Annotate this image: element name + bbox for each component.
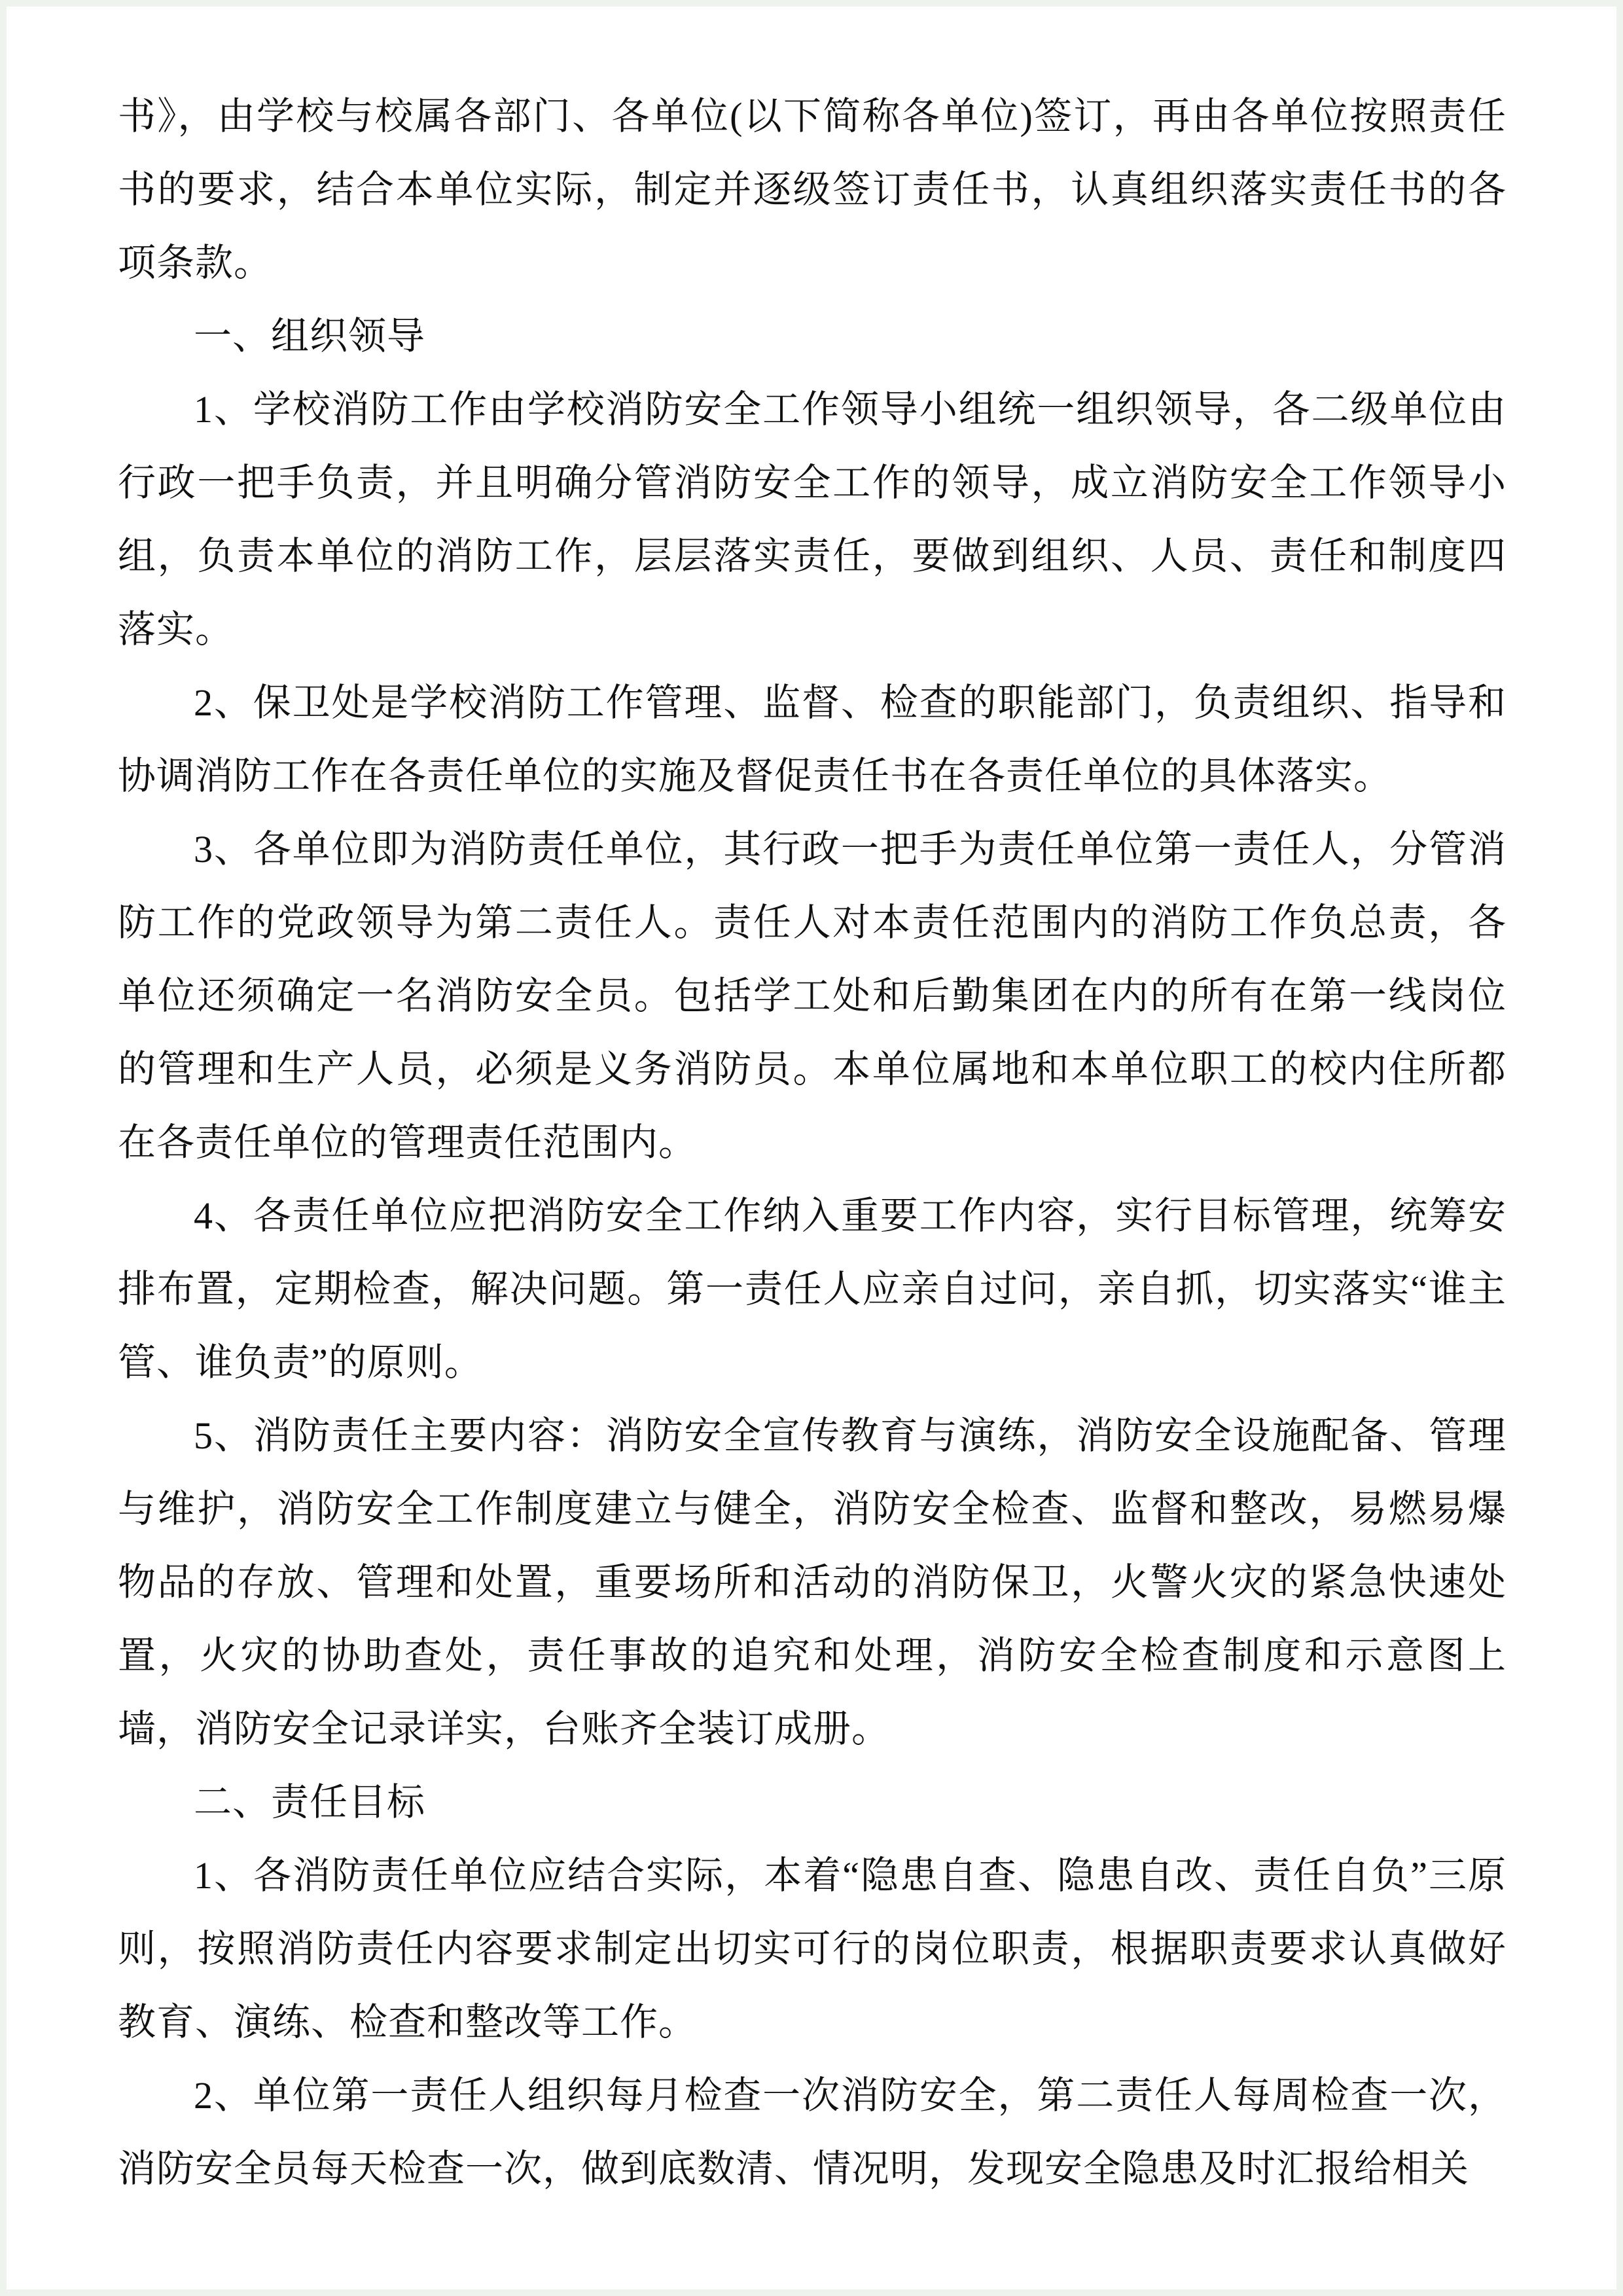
document-content [118,80,1507,2206]
paragraph-goal-1: 1、各消防责任单位应结合实际，本着“隐患自查、隐患自改、责任自负”三原则，按照消防责任内容要求制定出切实可行的岗位职责，根据职责要求认真做好教育、演练、检查和整改等工作。 [118,1854,1507,2043]
paragraph-item-4: 4、各责任单位应把消防安全工作纳入重要工作内容，实行目标管理，统筹安排布置，定期检查，解决问题。第一责任人应亲自过问，亲自抓，切实落实“谁主管、谁负责”的原则。 [118,1194,1507,1384]
section-heading-responsibility-goals: 二、责任目标 [194,1781,426,1823]
paragraph-item-5: 5、消防责任主要内容：消防安全宣传教育与演练，消防安全设施配备、管理与维护，消防安全工作制度建立与健全，消防安全检查、监督和整改，易燃易爆物品的存放、管理和处置，重要场所和活动的消防保卫，火警火灾的紧急快速处置，火灾的协助查处，责任事故的追究和处理，消防安全检查制度和示意图上墙，消防安全记录详实，台账齐全装订成册。 [118,1414,1507,1750]
paragraph-goal-2: 2、单位第一责任人组织每月检查一次消防安全，第二责任人每周检查一次，消防安全员每天检查一次，做到底数清、情况明，发现安全隐患及时汇报给相关 [118,2074,1507,2190]
paragraph-item-1: 1、学校消防工作由学校消防安全工作领导小组统一组织领导，各二级单位由行政一把手负责，并且明确分管消防安全工作的领导，成立消防安全工作领导小组，负责本单位的消防工作，层层落实责任，要做到组织、人员、责任和制度四落实。 [118,388,1507,651]
paragraph-continuation: 书》，由学校与校属各部门、各单位(以下简称各单位)签订，再由各单位按照责任书的要求，结合本单位实际，制定并逐级签订责任书，认真组织落实责任书的各项条款。 [118,95,1507,284]
paragraph-item-2: 2、保卫处是学校消防工作管理、监督、检查的职能部门，负责组织、指导和协调消防工作在各责任单位的实施及督促责任书在各责任单位的具体落实。 [118,681,1507,797]
paragraph-item-3: 3、各单位即为消防责任单位，其行政一把手为责任单位第一责任人，分管消防工作的党政领导为第二责任人。责任人对本责任范围内的消防工作负总责，各单位还须确定一名消防安全员。包括学工处和后勤集团在内的所有在第一线岗位的管理和生产人员，必须是义务消防员。本单位属地和本单位职工的校内住所都在各责任单位的管理责任范围内。 [118,828,1507,1164]
section-heading-organization-leadership: 一、组织领导 [194,315,426,357]
